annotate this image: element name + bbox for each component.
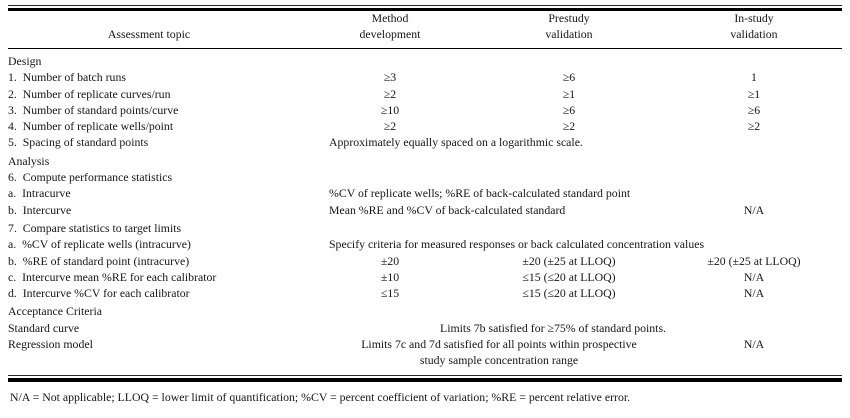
method-value: ±20 — [380, 253, 400, 268]
topic-cell: 7. Compare statistics to target limits — [8, 220, 182, 235]
rule-thick-line — [8, 378, 842, 382]
prestudy-value: ≥2 — [562, 119, 576, 134]
span-value: Limits 7b satisfied for ≥75% of standard points. — [440, 320, 666, 335]
instudy-value: ±20 (±25 at LLOQ) — [707, 253, 801, 268]
header-line: development — [359, 26, 421, 41]
instudy-value: ≥6 — [747, 102, 761, 117]
instudy-value: ≥1 — [747, 86, 761, 101]
row-cv-replicate-wells — [8, 236, 842, 252]
span-value: Mean %RE and %CV of back-calculated standard — [329, 202, 566, 217]
topic-cell: 3. Number of standard points/curve — [8, 102, 179, 117]
method-value: ±10 — [380, 269, 400, 284]
span-value-line1: Limits 7c and 7d satisfied for all points within prospective — [361, 337, 637, 352]
topic-cell: 2. Number of replicate curves/run — [8, 86, 171, 101]
method-value: ≥3 — [383, 70, 397, 85]
row-section-acceptance-criteria — [8, 301, 842, 319]
rule-thin-line — [8, 5, 842, 6]
row-intercurve-cv — [8, 285, 842, 301]
method-value: ≥2 — [383, 119, 397, 134]
topic-cell: 1. Number of batch runs — [8, 70, 126, 85]
row-intercurve-mean-re — [8, 269, 842, 285]
topic-cell: 5. Spacing of standard points — [8, 135, 149, 150]
row-re-standard-point — [8, 253, 842, 269]
row-section-analysis — [8, 151, 842, 169]
span-value: Specify criteria for measured responses or back calculated concentration values — [329, 237, 705, 252]
topic-cell: a. %CV of replicate wells (intracurve) — [8, 237, 191, 252]
row-batch-runs — [8, 69, 842, 85]
topic-cell: d. Intercurve %CV for each calibrator — [8, 286, 190, 301]
topic-cell: Regression model — [8, 337, 93, 352]
prestudy-value: ≥6 — [562, 102, 576, 117]
prestudy-value: ≤15 (≤20 at LLOQ) — [522, 269, 616, 284]
instudy-value: N/A — [743, 286, 765, 301]
header-line: validation — [545, 26, 593, 41]
row-intercurve — [8, 202, 842, 218]
topic-cell: a. Intracurve — [8, 186, 71, 201]
row-compare-statistics — [8, 218, 842, 236]
row-replicate-curves — [8, 86, 842, 102]
span-value: %CV of replicate wells; %RE of back-calculated standard point — [329, 186, 631, 201]
row-intracurve — [8, 185, 842, 201]
table-bottom-rule — [8, 375, 842, 382]
header-rule — [8, 48, 842, 49]
column-header-prestudy-validation — [460, 11, 678, 46]
instudy-value: N/A — [743, 337, 765, 352]
row-regression-model — [8, 336, 842, 369]
topic-cell: 6. Compute performance statistics — [8, 170, 173, 185]
instudy-value: ≥2 — [747, 119, 761, 134]
instudy-value: 1 — [751, 70, 757, 85]
row-compute-statistics — [8, 169, 842, 185]
section-label: Design — [8, 54, 42, 68]
topic-cell: Standard curve — [8, 320, 80, 335]
header-line: Method — [371, 11, 409, 25]
method-value: ≤15 — [380, 286, 400, 301]
header-row — [8, 11, 842, 46]
header-line: validation — [730, 26, 778, 41]
row-section-design — [8, 46, 842, 69]
prestudy-value: ≥6 — [562, 70, 576, 85]
topic-cell: b. Intercurve — [8, 202, 72, 217]
column-header-instudy-validation — [678, 11, 842, 46]
rule-thin-line — [8, 375, 842, 376]
header-line: In-study — [734, 11, 774, 25]
column-header-assessment-topic: Assessment topic — [107, 26, 191, 41]
footnote: N/A = Not applicable; LLOQ = lower limit of quantification; %CV = percent coefficient of variation; %RE = percent relative error. — [10, 390, 631, 404]
row-standard-points — [8, 102, 842, 118]
instudy-value: N/A — [743, 202, 765, 217]
topic-cell: b. %RE of standard point (intracurve) — [8, 253, 190, 268]
header-line: Prestudy — [548, 11, 590, 25]
method-value: ≥2 — [383, 86, 397, 101]
topic-cell: 4. Number of replicate wells/point — [8, 119, 174, 134]
span-value — [320, 336, 678, 369]
section-label: Acceptance Criteria — [8, 304, 102, 319]
column-header-method-development — [320, 11, 460, 46]
span-value: Approximately equally spaced on a logarithmic scale. — [329, 135, 583, 150]
row-spacing-standard-points — [8, 134, 842, 150]
topic-cell: c. Intercurve mean %RE for each calibrator — [8, 269, 217, 284]
prestudy-value: ≥1 — [562, 86, 576, 101]
row-replicate-wells — [8, 118, 842, 134]
row-standard-curve — [8, 320, 842, 336]
assessment-table — [8, 11, 842, 369]
instudy-value: N/A — [743, 269, 765, 284]
prestudy-value: ±20 (±25 at LLOQ) — [522, 253, 616, 268]
span-value-line2: study sample concentration range — [419, 353, 579, 368]
prestudy-value: ≤15 (≤20 at LLOQ) — [522, 286, 616, 301]
section-label: Analysis — [8, 153, 50, 168]
method-value: ≥10 — [380, 102, 400, 117]
